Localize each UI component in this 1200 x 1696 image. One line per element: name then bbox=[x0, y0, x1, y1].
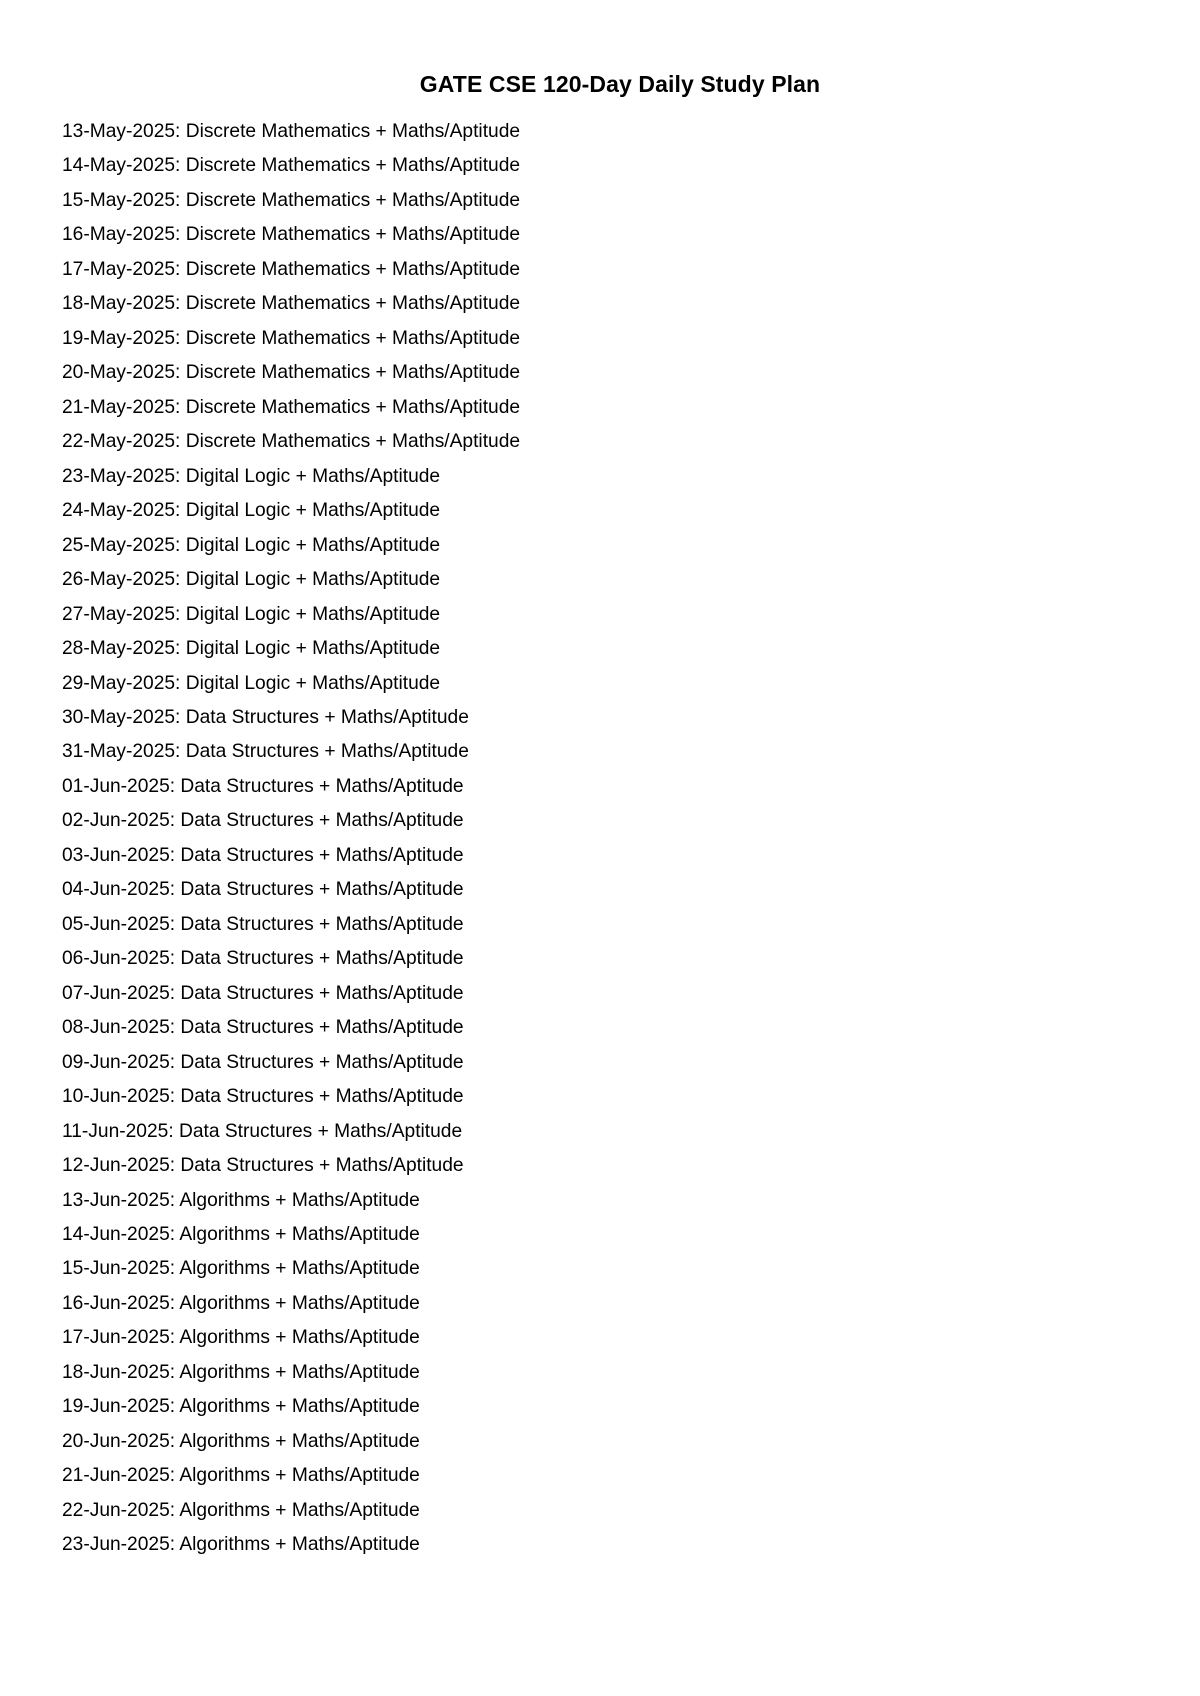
plan-entry: 15-Jun-2025: Algorithms + Maths/Aptitude bbox=[62, 1258, 420, 1280]
plan-entry: 15-May-2025: Discrete Mathematics + Maths/Aptitude bbox=[62, 189, 521, 211]
plan-entry: 14-Jun-2025: Algorithms + Maths/Aptitude bbox=[62, 1224, 420, 1245]
plan-entry: 27-May-2025: Digital Logic + Maths/Aptitude bbox=[62, 603, 441, 625]
plan-entry: 13-Jun-2025: Algorithms + Maths/Aptitude bbox=[62, 1189, 420, 1211]
plan-entry: 18-May-2025: Discrete Mathematics + Maths/Aptitude bbox=[62, 293, 521, 315]
plan-entry: 13-May-2025: Discrete Mathematics + Maths/Aptitude bbox=[62, 121, 521, 142]
plan-entry: 31-May-2025: Data Structures + Maths/Aptitude bbox=[62, 741, 469, 763]
plan-entry: 21-May-2025: Discrete Mathematics + Maths/Aptitude bbox=[62, 396, 521, 418]
plan-entry: 17-Jun-2025: Algorithms + Maths/Aptitude bbox=[62, 1327, 420, 1349]
plan-entry: 19-May-2025: Discrete Mathematics + Maths/Aptitude bbox=[62, 327, 521, 349]
plan-entry: 29-May-2025: Digital Logic + Maths/Aptitude bbox=[62, 672, 441, 694]
plan-entry: 05-Jun-2025: Data Structures + Maths/Aptitude bbox=[62, 913, 464, 935]
plan-entry: 08-Jun-2025: Data Structures + Maths/Aptitude bbox=[62, 1017, 464, 1039]
plan-entry: 16-May-2025: Discrete Mathematics + Maths/Aptitude bbox=[62, 224, 521, 246]
plan-entry: 06-Jun-2025: Data Structures + Maths/Aptitude bbox=[62, 948, 464, 970]
plan-entry: 26-May-2025: Digital Logic + Maths/Aptitude bbox=[62, 569, 441, 591]
study-plan-list bbox=[62, 115, 520, 1563]
plan-entry: 09-Jun-2025: Data Structures + Maths/Aptitude bbox=[62, 1051, 464, 1073]
plan-entry: 22-May-2025: Discrete Mathematics + Maths/Aptitude bbox=[62, 431, 521, 453]
plan-entry: 24-May-2025: Digital Logic + Maths/Aptitude bbox=[62, 500, 441, 522]
plan-entry: 16-Jun-2025: Algorithms + Maths/Aptitude bbox=[62, 1292, 420, 1314]
plan-entry: 22-Jun-2025: Algorithms + Maths/Aptitude bbox=[62, 1499, 420, 1521]
plan-entry: 02-Jun-2025: Data Structures + Maths/Aptitude bbox=[62, 810, 464, 832]
plan-entry: 03-Jun-2025: Data Structures + Maths/Aptitude bbox=[62, 844, 464, 866]
plan-entry: 23-Jun-2025: Algorithms + Maths/Aptitude bbox=[62, 1534, 420, 1556]
plan-entry: 04-Jun-2025: Data Structures + Maths/Aptitude bbox=[62, 879, 464, 901]
plan-entry: 01-Jun-2025: Data Structures + Maths/Aptitude bbox=[62, 775, 464, 797]
plan-entry: 23-May-2025: Digital Logic + Maths/Aptitude bbox=[62, 465, 441, 487]
plan-entry: 18-Jun-2025: Algorithms + Maths/Aptitude bbox=[62, 1361, 420, 1383]
page-title: GATE CSE 120-Day Daily Study Plan bbox=[419, 71, 821, 97]
plan-entry: 28-May-2025: Digital Logic + Maths/Aptitude bbox=[62, 638, 441, 660]
plan-entry: 14-May-2025: Discrete Mathematics + Maths/Aptitude bbox=[62, 155, 521, 177]
plan-entry: 07-Jun-2025: Data Structures + Maths/Aptitude bbox=[62, 982, 464, 1004]
plan-entry: 20-Jun-2025: Algorithms + Maths/Aptitude bbox=[62, 1430, 420, 1452]
plan-entry: 17-May-2025: Discrete Mathematics + Maths/Aptitude bbox=[62, 258, 521, 280]
plan-entry: 21-Jun-2025: Algorithms + Maths/Aptitude bbox=[62, 1465, 420, 1487]
plan-entry: 11-Jun-2025: Data Structures + Maths/Aptitude bbox=[62, 1120, 463, 1142]
plan-entry: 20-May-2025: Discrete Mathematics + Maths/Aptitude bbox=[62, 362, 521, 384]
plan-entry: 10-Jun-2025: Data Structures + Maths/Aptitude bbox=[62, 1086, 464, 1108]
plan-entry: 19-Jun-2025: Algorithms + Maths/Aptitude bbox=[62, 1396, 420, 1418]
plan-entry: 30-May-2025: Data Structures + Maths/Aptitude bbox=[62, 706, 469, 728]
plan-entry: 12-Jun-2025: Data Structures + Maths/Aptitude bbox=[62, 1155, 464, 1177]
plan-entry: 25-May-2025: Digital Logic + Maths/Aptitude bbox=[62, 534, 441, 556]
